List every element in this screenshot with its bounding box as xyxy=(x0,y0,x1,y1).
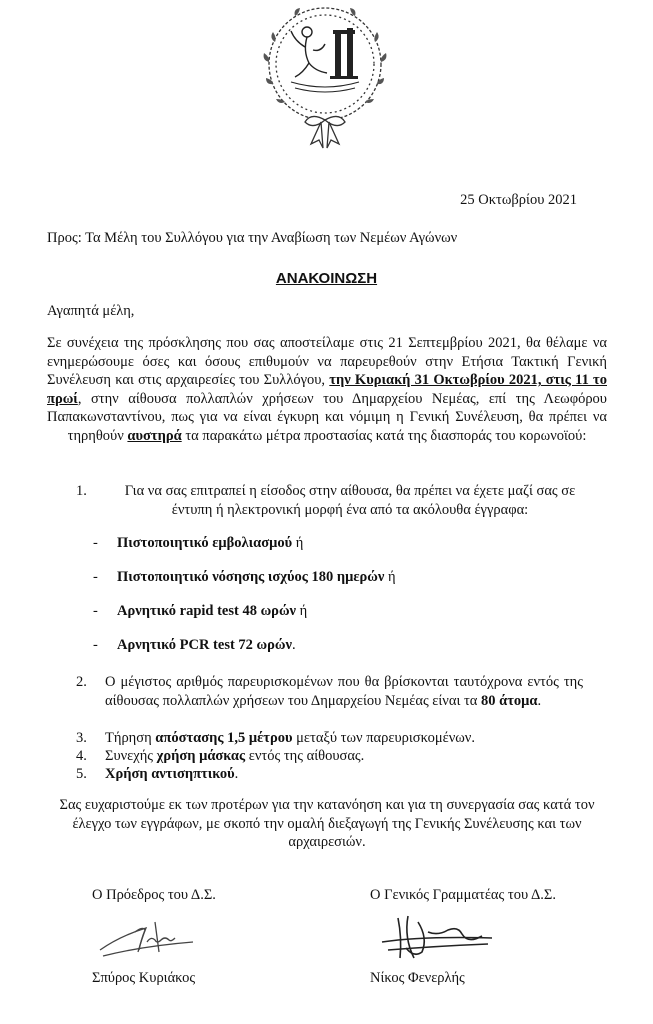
recipient-line: Προς: Τα Μέλη του Συλλόγου για την Αναβίωση των Νεμέων Αγώνων xyxy=(47,230,458,246)
president-name: Σπύρος Κυριάκος xyxy=(92,970,196,986)
measure-item-4: 4. Συνεχής χρήση μάσκας εντός της αίθουσας. xyxy=(76,748,365,764)
secretary-signature-icon xyxy=(378,912,508,964)
secretary-title: Ο Γενικός Γραμματέας του Δ.Σ. xyxy=(370,887,556,903)
society-logo-icon xyxy=(255,2,395,162)
letter-date: 25 Οκτωβρίου 2021 xyxy=(460,192,577,208)
measure-item-2: 2. Ο μέγιστος αριθμός παρευρισκομένων που θα βρίσκονται ταυτόχρονα εντός της αίθουσας πολλαπλών χρήσεων του Δημαρχείου Νεμέας είναι τα 80 άτομα. xyxy=(76,674,583,709)
meeting-date-bold: την Κυριακή 31 Οκτωβρίου 2021, στις 11 το πρωί xyxy=(47,372,607,407)
measure-item-3: 3. Τήρηση απόστασης 1,5 μέτρου μεταξύ των παρευρισκομένων. xyxy=(76,730,475,746)
measure-item-5: 5. Χρήση αντισηπτικού. xyxy=(76,766,239,782)
closing-paragraph: Σας ευχαριστούμε εκ των προτέρων για την κατανόηση και για τη συνεργασία σας κατά τον έλεγχο των εγγράφων, με σκοπό την ομαλή διεξαγωγή της Γενικής Συνέλευσης και των αρχαιρεσιών. xyxy=(59,797,595,851)
intro-paragraph: Σε συνέχεια της πρόσκλησης που σας αποστείλαμε στις 21 Σεπτεμβρίου 2021, θα θέλαμε να ενημερώσουμε όσες και όσους επιθυμούν να παρευρεθούν στην Ετήσια Τακτική Γενική Συνέλευση και στις αρχαιρεσίες του Συλλόγου, την Κυριακή 31 Οκτωβρίου 2021, στις 11 το πρωί, στην αίθουσα πολλαπλών χρήσεων του Δημαρχείου Νεμέας, επί της Λεωφόρου Παπακωνσταντίνου, πως για να είναι έγκυρη και νόμιμη η Γενική Συνέλευση, θα πρέπει να τηρηθούν αυστηρά τα παρακάτω μέτρα προστασίας κατά της διασποράς του κορωνοϊού: xyxy=(47,335,607,444)
greeting: Αγαπητά μέλη, xyxy=(47,303,135,319)
president-signature-icon xyxy=(95,912,215,964)
secretary-name: Νίκος Φενερλής xyxy=(370,970,465,986)
measure-item-1: 1. Για να σας επιτραπεί η είσοδος στην αίθουσα, θα πρέπει να έχετε μαζί σας σε έντυπη ή ηλεκτρονική μορφή ένα από τα ακόλουθα έγγραφα: xyxy=(76,483,576,518)
announcement-page: 25 Οκτωβρίου 2021 Προς: Τα Μέλη του Συλλόγου για την Αναβίωση των Νεμέων Αγώνων ΑΝΑΚΟΙΝΩΣΗ Αγαπητά μέλη, Σε συνέχεια της πρόσκλησης που σας αποστείλαμε στις 21 Σεπτεμβρίου 2021, θα θέλαμε να ενημερώσουμε όσες και όσους επιθυμούν να παρευρεθούν στην Ετήσια Τακτική Γενική Συνέλευση και στις αρχαιρεσίες του Συλλόγου, την Κυριακή 31 Οκτωβρίου 2021, στις 11 το πρωί, στην αίθουσα πολλαπλών χρήσεων του Δημαρχείου Νεμέας, επί της Λεωφόρου Παπακωνσταντίνου, πως για να είναι έγκυρη και νόμιμη η Γενική Συνέλευση, θα πρέπει να τηρηθούν αυστηρά τα παρακάτω μέτρα προστασίας κατά της διασποράς του κορωνοϊού: 1. Για να σας επιτραπεί η είσοδος στην αίθουσα, θα πρέπει να έχετε μαζί σας σε έντυπη ή ηλεκτρονική μορφή ένα από τα ακόλουθα έγγραφα: - Πιστοποιητικό εμβολιασμού ή - Πιστοποιητικό νόσησης ισχύος 180 ημερών ή - Αρνητικό rapid test 48 ωρών ή - Αρνητικό PCR test 72 ωρών. 2. Ο μέγιστος αριθμός παρευρισκομένων που θα βρίσκονται ταυτόχρονα εντός της αίθουσας πολλαπλών χρήσεων του Δημαρχείου Νεμέας είναι τα 80 άτομα. 3. Τήρηση απόστασης 1,5 μέτρου μεταξύ των παρευρισκομένων. 4. Συνεχής χρήση μάσκας εντός της αίθουσας. 5. Χρήση αντισηπτικού. Σας ευχαριστούμε εκ των προτέρων για την κατανόηση και για τη συνεργασία σας κατά τον έλεγχο των εγγράφων, με σκοπό την ομαλή διεξαγωγή της Γενικής Συνέλευσης και των αρχαιρεσιών. Ο Πρόεδρος του Δ.Σ. Ο Γενικός Γραμματέας του Δ.Σ. Σπύρος Κυριάκος Νίκος Φενερλής xyxy=(0,0,653,1024)
president-title: Ο Πρόεδρος του Δ.Σ. xyxy=(92,887,216,903)
page-title: ΑΝΑΚΟΙΝΩΣΗ xyxy=(275,270,378,287)
strict-bold: αυστηρά xyxy=(127,427,182,444)
